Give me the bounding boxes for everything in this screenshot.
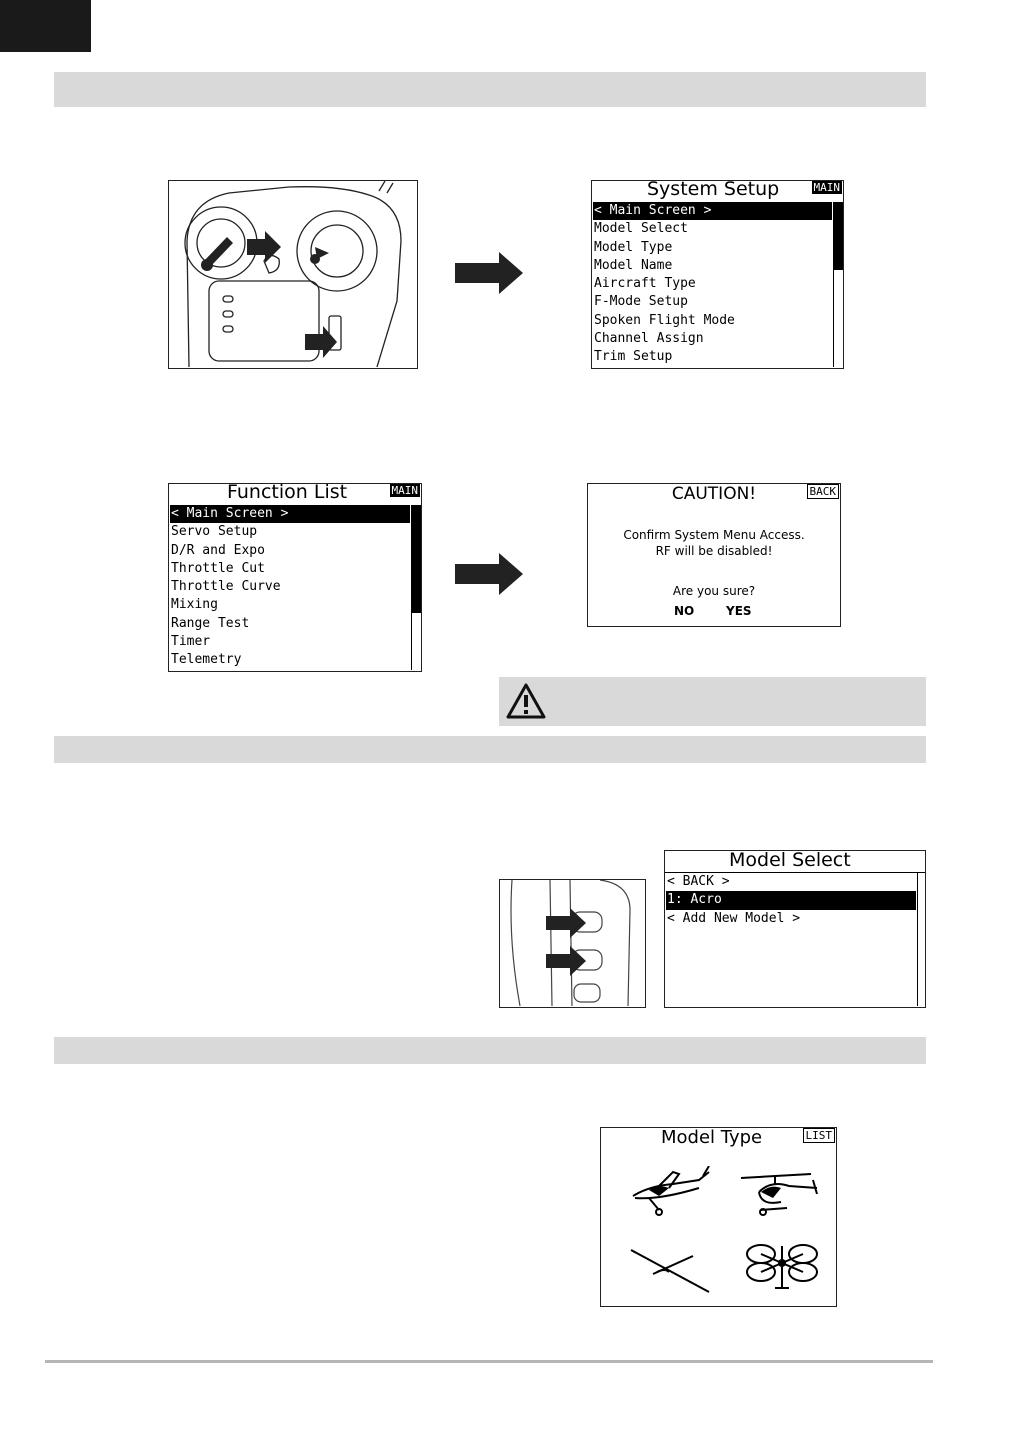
airplane-icon[interactable] [629, 1166, 713, 1216]
section-header-band [54, 72, 926, 107]
glider-icon[interactable] [629, 1246, 713, 1294]
footer-rule [45, 1360, 933, 1363]
scrollbar-thumb[interactable] [834, 202, 843, 270]
menu-item[interactable]: Servo Setup [171, 524, 258, 540]
model-select-screen [664, 850, 926, 1008]
system-setup-screen [591, 180, 844, 369]
section-header-band [54, 736, 926, 763]
menu-item[interactable]: < Add New Model > [667, 910, 801, 926]
warning-icon [506, 683, 546, 719]
menu-item[interactable]: < Main Screen > [170, 505, 410, 523]
menu-item[interactable]: Trim Setup [594, 349, 673, 365]
menu-item[interactable]: Range Test [171, 615, 250, 631]
caution-line-2: RF will be disabled! [655, 544, 773, 558]
scrollbar[interactable] [833, 202, 843, 367]
transmitter-illustration [168, 180, 418, 369]
scrollbar[interactable] [917, 873, 925, 1006]
menu-item[interactable]: Model Select [594, 221, 688, 237]
menu-item[interactable]: Timer [171, 634, 211, 650]
screen-title: Model Select [729, 850, 851, 871]
model-type-screen [600, 1127, 837, 1307]
main-tag[interactable]: MAIN [391, 484, 418, 497]
menu-item[interactable]: < BACK > [667, 874, 730, 889]
menu-item[interactable]: D/R and Expo [171, 542, 265, 558]
menu-item[interactable]: Aircraft Type [594, 276, 696, 292]
menu-list [666, 873, 916, 928]
menu-item[interactable]: 1: Acro [666, 891, 916, 909]
screen-title: Model Type [661, 1127, 763, 1148]
right-arrow-icon [455, 252, 525, 294]
page-corner-tab [0, 0, 91, 52]
screen-title: Function List [227, 483, 348, 503]
menu-item[interactable]: Throttle Curve [171, 579, 281, 595]
right-arrow-icon [455, 553, 525, 595]
caution-title: CAUTION! [671, 484, 757, 504]
menu-item[interactable]: F-Mode Setup [594, 294, 688, 310]
function-list-screen [168, 483, 422, 672]
helicopter-icon[interactable] [741, 1166, 821, 1218]
caution-screen [587, 483, 841, 627]
back-tag[interactable]: BACK [807, 484, 840, 499]
list-tag[interactable]: LIST [803, 1128, 836, 1143]
warning-bar [499, 677, 926, 726]
menu-item[interactable]: Channel Assign [594, 331, 704, 347]
scrollbar-thumb[interactable] [412, 505, 421, 613]
multirotor-icon[interactable] [745, 1238, 819, 1294]
side-buttons-drawing [500, 880, 644, 1006]
side-buttons-illustration [499, 879, 646, 1008]
menu-list [170, 505, 410, 670]
menu-item[interactable]: Mixing [171, 597, 218, 613]
menu-item[interactable]: Spoken Flight Mode [594, 312, 735, 328]
menu-list [593, 202, 832, 367]
no-button[interactable]: NO [674, 604, 695, 618]
menu-item[interactable]: Model Type [594, 239, 673, 255]
menu-item[interactable]: < Main Screen > [593, 202, 832, 220]
menu-item[interactable]: Throttle Cut [171, 560, 265, 576]
menu-item[interactable]: Model Name [594, 257, 673, 273]
main-tag[interactable]: MAIN [813, 181, 840, 194]
scrollbar[interactable] [411, 505, 421, 670]
caution-line-1: Confirm System Menu Access. [623, 528, 805, 542]
section-header-band [54, 1037, 926, 1064]
screen-title: System Setup [647, 180, 780, 200]
menu-item[interactable]: Telemetry [171, 652, 242, 668]
caution-question: Are you sure? [672, 584, 756, 598]
yes-button[interactable]: YES [726, 604, 752, 618]
transmitter-drawing [169, 181, 416, 367]
